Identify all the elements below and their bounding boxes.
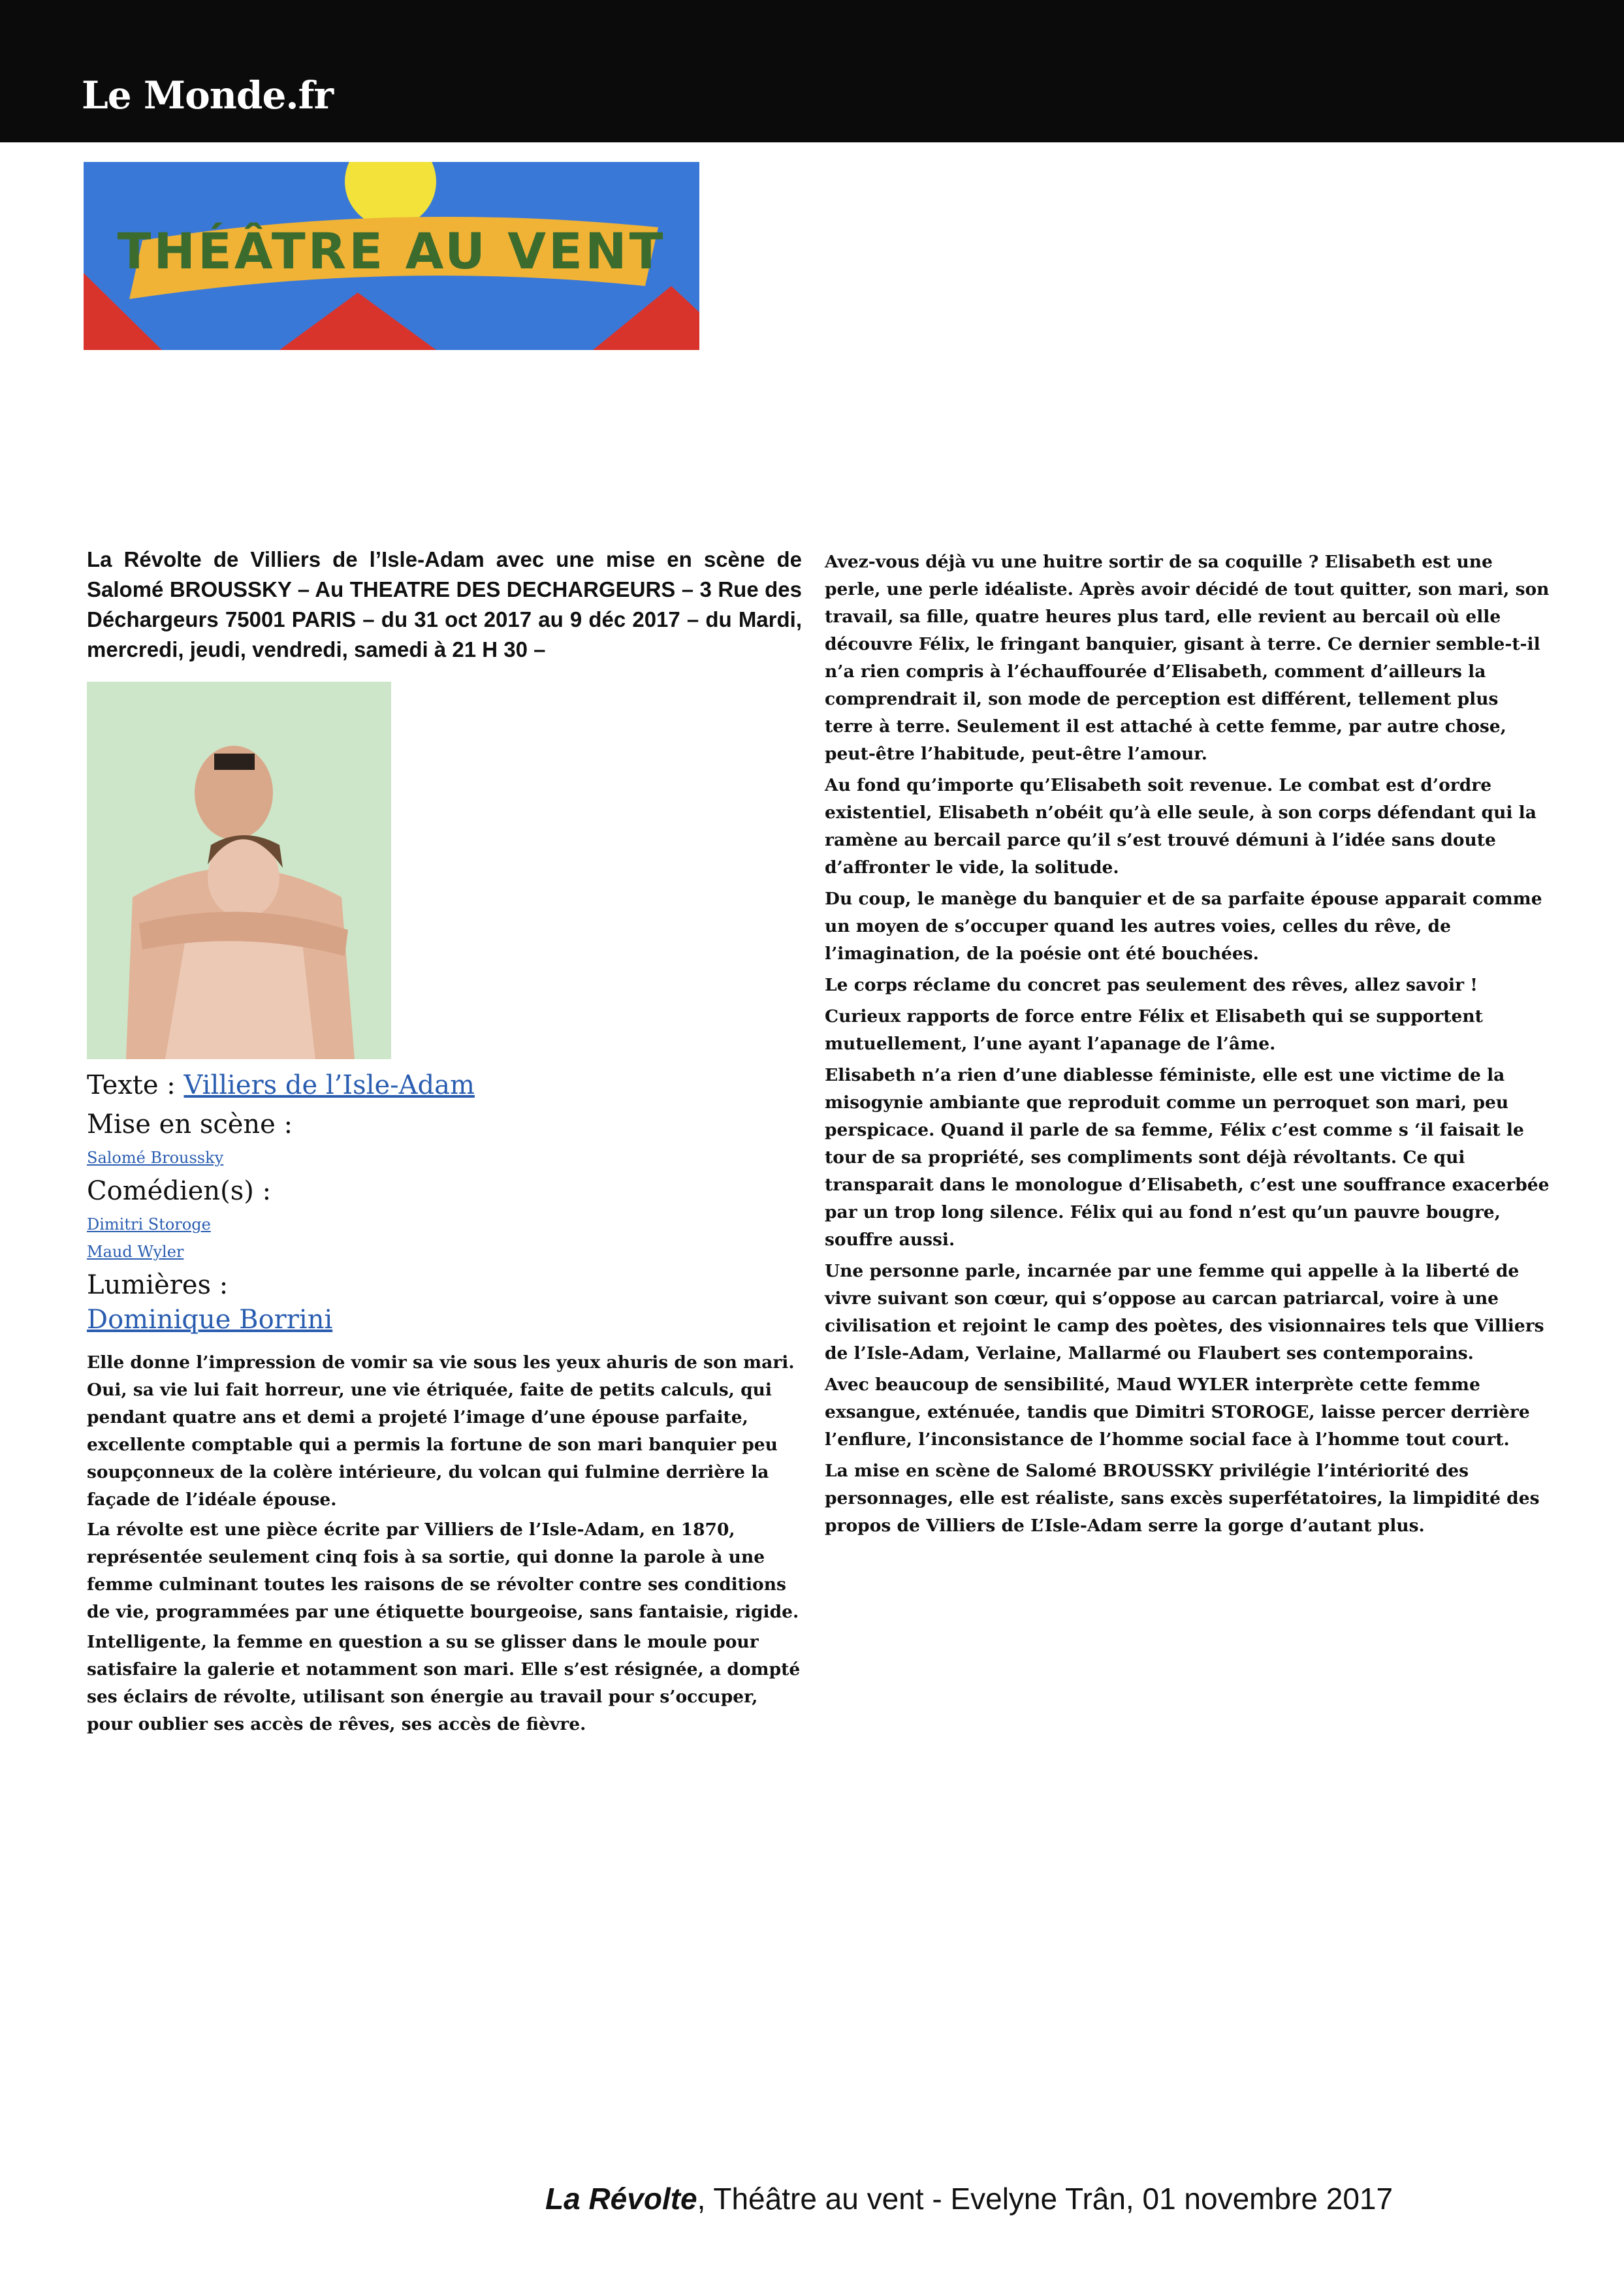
paragraph: Du coup, le manège du banquier et de sa parfaite épouse apparait comme un moyen de s’occuper quand les autres voies, celles du rêve, de l’imagination, de la poésie ont été bouchées. xyxy=(825,889,1542,964)
source-caption xyxy=(545,2181,1393,2216)
paragraph: La révolte est une pièce écrite par Villiers de l’Isle-Adam, en 1870, représentée seulement cinq fois à sa sortie, qui donne la parole à une femme culminant toutes les raisons de se révolter contre ses conditions de vie, programmées par une étiquette bourgeoise, sans fantaisie, rigide. xyxy=(87,1520,799,1622)
lumieres-link[interactable]: Dominique Borrini xyxy=(87,1305,333,1335)
banner-title: THÉÂTRE AU VENT xyxy=(117,222,666,280)
paragraph: Elisabeth n’a rien d’une diablesse féministe, elle est une victime de la misogynie ambiante que reproduit comme un perroquet son mari, peu perspicace. Quand il parle de sa femme, Félix c’est comme s ‘il faisait le tour de sa propriété, ses compliments sont déjà révoltants. Ce qui transparait dans le monologue d’Elisabeth, c’est une souffrance exacerbée par un trop long silence. Félix qui au fond n’est qu’un pauvre bougre, souffre aussi. xyxy=(825,1065,1550,1250)
credit-texte xyxy=(87,1066,802,1105)
paragraph: Au fond qu’importe qu’Elisabeth soit revenue. Le combat est d’ordre existentiel, Elisabeth n’obéit qu’à elle seule, à son corps défendant qui la ramène au bercail parce qu’il s’est trouvé démuni à l’idée sans doute d’affronter le vide, la solitude. xyxy=(825,775,1536,878)
masthead-bar xyxy=(0,0,1624,142)
credits-block xyxy=(87,1066,802,1335)
paragraph: Curieux rapports de force entre Félix et Elisabeth qui se supportent mutuellement, l’une ayant l’apanage de l’âme. xyxy=(825,1006,1483,1054)
comedien-link[interactable]: Dimitri Storoge xyxy=(87,1215,211,1234)
paragraph: Avec beaucoup de sensibilité, Maud WYLER interprète cette femme exsangue, exténuée, tandis que Dimitri STOROGE, laisse percer derrière l’enflure, l’inconsistance de l’homme social face à l’homme tout court. xyxy=(825,1375,1530,1450)
le-monde-logo[interactable]: Le Monde.fr xyxy=(82,73,334,118)
left-column xyxy=(87,545,802,1738)
article-headline: La Révolte de Villiers de l’Isle-Adam avec une mise en scène de Salomé BROUSSKY – Au THEATRE DES DECHARGEURS – 3 Rue des Déchargeurs 75001 PARIS – du 31 oct 2017 au 9 déc 2017 – du Mardi, mercredi, jeudi, vendredi, samedi à 21 H 30 – xyxy=(87,547,802,661)
source-details: , Théâtre au vent - Evelyne Trân, 01 novembre 2017 xyxy=(697,2182,1393,2216)
right-column xyxy=(825,549,1550,1544)
paragraph: Avez-vous déjà vu une huitre sortir de sa coquille ? Elisabeth est une perle, une perle idéaliste. Après avoir décidé de tout quitter, son mari, son travail, sa fille, quatre heures plus tard, elle revient au bercail où elle découvre Félix, le fringant banquier, gisant à terre. Ce dernier semble-t-il n’a rien compris à l’échauffourée d’Elisabeth, comment d’ailleurs la comprendrait il, son mode de perception est différent, tellement plus terre à terre. Seulement il est attaché à cette femme, par autre chose, peut-être l’habitude, peut-être l’amour. xyxy=(825,552,1550,764)
texte-label: Texte : xyxy=(87,1070,176,1100)
paragraph: La mise en scène de Salomé BROUSSKY privilégie l’intériorité des personnages, elle est réaliste, sans excès superfétatoires, la limpidité des propos de Villiers de L’Isle-Adam serre la gorge d’autant plus. xyxy=(825,1461,1540,1536)
play-title: La Révolte xyxy=(545,2182,697,2216)
paragraph: Le corps réclame du concret pas seulement des rêves, allez savoir ! xyxy=(825,975,1478,995)
paragraph: Une personne parle, incarnée par une femme qui appelle à la liberté de vivre suivant son cœur, qui s’oppose au carcan patriarcal, voire à une civilisation et rejoint le camp des poètes, des visionnaires tels que Villiers de l’Isle-Adam, Verlaine, Mallarmé ou Flaubert ses contemporains. xyxy=(825,1261,1544,1363)
comedien-link[interactable]: Maud Wyler xyxy=(87,1243,184,1261)
woman-shoulders xyxy=(165,930,315,1059)
theatre-au-vent-banner xyxy=(84,162,699,350)
paragraph: Intelligente, la femme en question a su se glisser dans le moule pour satisfaire la galerie et notamment son mari. Elle s’est résignée, a dompté ses éclairs de révolte, utilisant son énergie au travail pour s’occuper, pour oublier ses accès de rêves, ses accès de fièvre. xyxy=(87,1632,801,1734)
man-hair xyxy=(214,754,255,770)
texte-author-link[interactable]: Villiers de l’Isle-Adam xyxy=(183,1070,475,1100)
mise-en-scene-link[interactable]: Salomé Broussky xyxy=(87,1149,224,1167)
lumieres-label: Lumières : xyxy=(87,1270,229,1300)
actors-photo-art xyxy=(87,682,391,1059)
actors-photo xyxy=(87,682,391,1059)
paragraph: Elle donne l’impression de vomir sa vie sous les yeux ahuris de son mari. Oui, sa vie lui fait horreur, une vie étriquée, faite de petits calculs, qui pendant quatre ans et demi a projeté l’image d’une épouse parfaite, excellente comptable qui a permis la fortune de son mari banquier peu soupçonneux de la colère intérieure, du volcan qui fulmine derrière la façade de l’idéale épouse. xyxy=(87,1352,795,1510)
comediens-label: Comédien(s) : xyxy=(87,1176,272,1206)
mise-en-scene-label: Mise en scène : xyxy=(87,1109,293,1139)
